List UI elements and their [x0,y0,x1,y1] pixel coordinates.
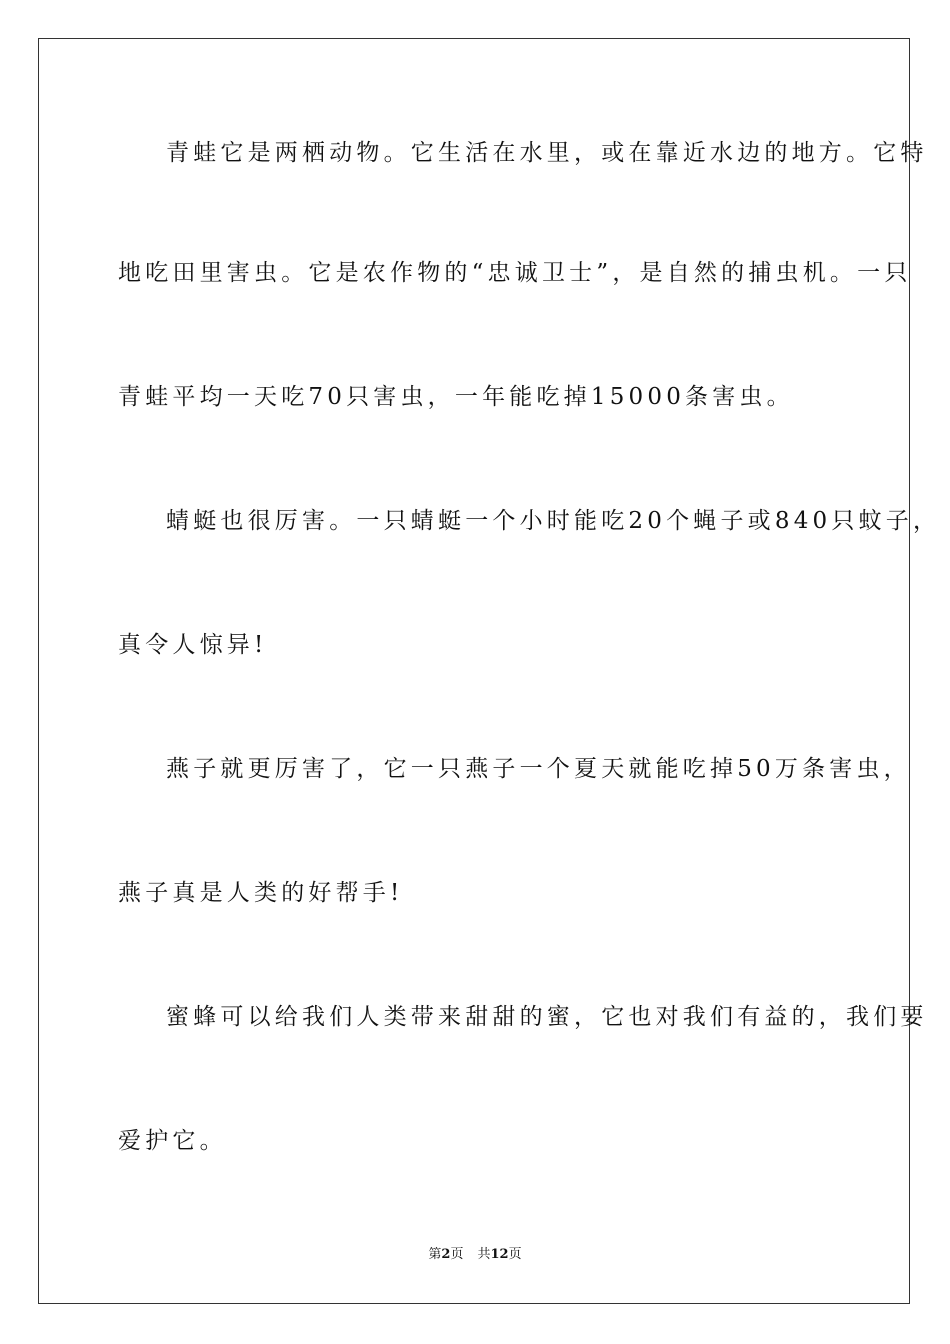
paragraph-1-line-2: 地吃田里害虫。它是农作物的“忠诚卫士”，是自然的捕虫机。一只 [118,260,912,286]
page-current: 2 [441,1247,451,1262]
page-total: 12 [490,1247,509,1262]
page-border [38,38,910,1304]
paragraph-1-line-3: 青蛙平均一天吃70只害虫，一年能吃掉15000条害虫。 [118,384,794,410]
total-suffix: 页 [508,1247,522,1262]
page-suffix: 页 [450,1247,464,1262]
paragraph-2-line-2: 真令人惊异! [118,632,268,658]
paragraph-3-line-1: 燕子就更厉害了，它一只燕子一个夏天就能吃掉50万条害虫， [166,756,911,782]
page-prefix: 第 [428,1247,442,1262]
paragraph-1-line-1: 青蛙它是两栖动物。它生活在水里，或在靠近水边的地方。它特 [166,140,928,166]
paragraph-4-line-2: 爱护它。 [118,1128,227,1154]
total-prefix: 共 [477,1247,491,1262]
paragraph-2-line-1: 蜻蜓也很厉害。一只蜻蜓一个小时能吃20个蝇子或840只蚊子， [166,508,941,534]
page-footer [0,1246,950,1264]
paragraph-3-line-2: 燕子真是人类的好帮手! [118,880,404,906]
paragraph-4-line-1: 蜜蜂可以给我们人类带来甜甜的蜜，它也对我们有益的，我们要 [166,1004,928,1030]
